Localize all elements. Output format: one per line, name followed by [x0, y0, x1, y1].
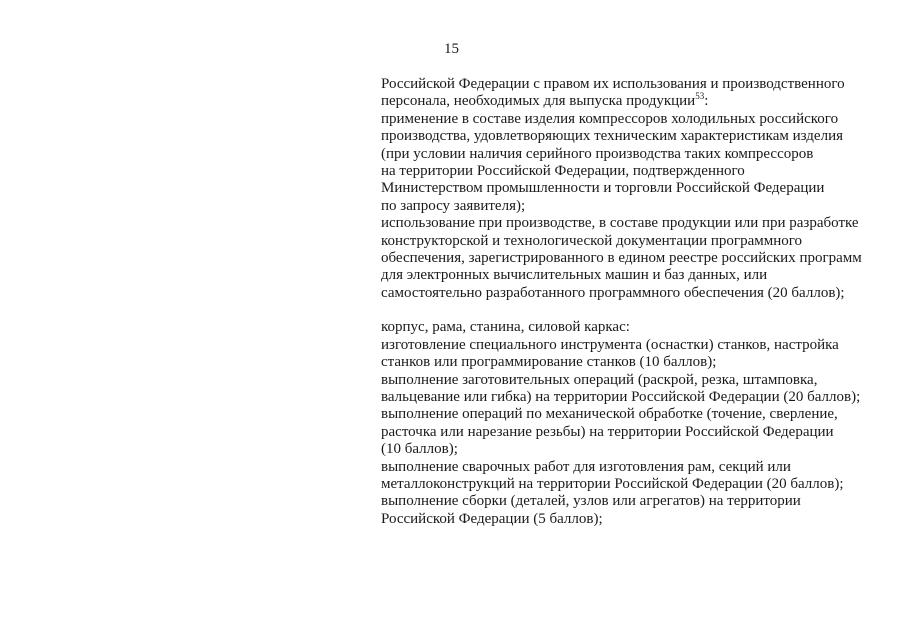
document-body [381, 76, 901, 528]
text-line-content: персонала, необходимых для выпуска продукции [381, 93, 696, 110]
text-line: для электронных вычислительных машин и баз данных, или [381, 267, 768, 284]
text-line: вальцевание или гибка) на территории Российской Федерации (20 баллов); [381, 389, 861, 406]
page-number: 15 [444, 41, 459, 57]
text-line: на территории Российской Федерации, подтвержденного [381, 162, 745, 179]
text-line: корпус, рама, станина, силовой каркас: [381, 319, 630, 336]
text-line: изготовление специального инструмента (оснастки) станков, настройка [381, 336, 839, 353]
text-line: выполнение операций по механической обработке (точение, сверление, [381, 406, 838, 423]
text-line: обеспечения, зарегистрированного в едином реестре российских программ [381, 249, 862, 266]
text-line: (при условии наличия серийного производства таких компрессоров [381, 145, 814, 162]
text-line: Российской Федерации с правом их использования и производственного [381, 76, 845, 92]
text-line: выполнение сварочных работ для изготовления рам, секций или [381, 458, 791, 475]
text-line-suffix: : [704, 93, 709, 110]
text-line: металлоконструкций на территории Российской Федерации (20 баллов); [381, 475, 844, 492]
text-line: по запросу заявителя); [381, 197, 526, 214]
text-line: использование при производстве, в составе продукции или при разработке [381, 215, 859, 232]
footnote-reference[interactable]: 53 [695, 91, 705, 102]
text-line: выполнение сборки (деталей, узлов или агрегатов) на территории [381, 493, 801, 510]
text-line: выполнение заготовительных операций (раскрой, резка, штамповка, [381, 371, 818, 388]
text-line: Министерством промышленности и торговли Российской Федерации [381, 180, 825, 197]
paragraph-gap [381, 302, 901, 319]
text-line: расточка или нарезание резьбы) на территории Российской Федерации [381, 423, 834, 440]
text-line-with-footnote [381, 93, 901, 110]
text-line: Российской Федерации (5 баллов); [381, 510, 603, 527]
text-line: станков или программирование станков (10 баллов); [381, 354, 717, 371]
text-line: применение в составе изделия компрессоров холодильных российского [381, 110, 839, 127]
text-line: конструкторской и технологической документации программного [381, 232, 803, 249]
text-line: самостоятельно разработанного программного обеспечения (20 баллов); [381, 284, 845, 301]
text-line: производства, удовлетворяющих техническим характеристикам изделия [381, 128, 843, 145]
text-line: (10 баллов); [381, 441, 458, 458]
